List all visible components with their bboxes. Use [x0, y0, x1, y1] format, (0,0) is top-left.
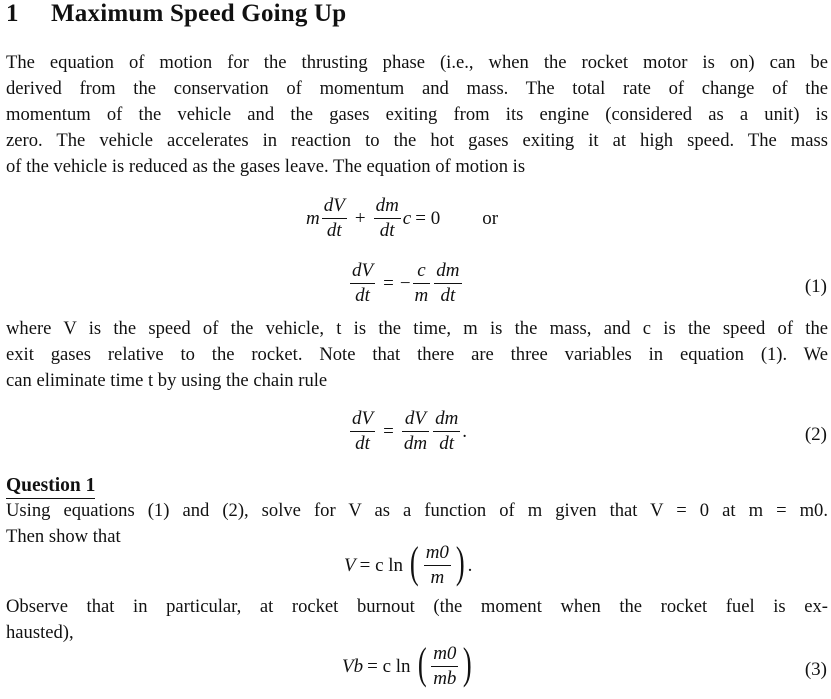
numerator: dV: [352, 260, 374, 281]
equation-velocity: V = c ln ( $\frac{m0}{m}$ ) .: [344, 537, 473, 588]
equation-1: [348, 259, 464, 308]
fraction: [434, 259, 461, 308]
equation-momentum: [306, 194, 498, 243]
fraction: [431, 642, 458, 691]
fraction: [424, 541, 451, 590]
denominator: dt: [439, 433, 455, 454]
equation-number: (1): [804, 276, 827, 297]
paragraph-line: can eliminate time t by using the chain rule: [6, 370, 328, 391]
operator: −: [399, 272, 411, 294]
section-title-text: Maximum Speed Going Up: [51, 0, 347, 27]
fraction: [413, 259, 431, 308]
section-title: [6, 0, 346, 28]
eq-rhs: = c ln: [367, 655, 411, 677]
denominator: dt: [326, 220, 342, 241]
equation-number: (2): [804, 424, 827, 445]
denominator: m: [414, 285, 429, 306]
section-number: 1: [6, 0, 19, 27]
eq-rhs: = c ln: [359, 554, 404, 576]
operator: +: [354, 207, 366, 229]
paragraph-line: hausted),: [6, 622, 74, 643]
numerator: m0: [425, 542, 449, 563]
fraction: [322, 194, 347, 243]
paragraph-line: Observe that in particular, at rocket burnout (the moment when the rocket fuel is ex-: [6, 596, 828, 617]
numerator: dV: [352, 408, 374, 429]
denominator: dt: [355, 285, 370, 306]
paragraph-line: Then show that: [6, 526, 121, 547]
denominator: dt: [355, 433, 370, 454]
numerator: dm: [435, 408, 459, 429]
denominator: mb: [433, 668, 457, 689]
eq-symbol: V: [344, 554, 356, 576]
eq-symbol: m: [306, 207, 320, 229]
fraction: [350, 407, 375, 456]
equation-2: [348, 407, 467, 456]
eq-or: or: [482, 207, 499, 229]
numerator: dm: [375, 195, 399, 216]
eq-symbol: c: [402, 207, 412, 229]
denominator: dt: [379, 220, 395, 241]
paragraph-line: exit gases relative to the rocket. Note that there are three variables in equation (1). We: [6, 344, 828, 365]
fraction: [374, 194, 401, 243]
numerator: m0: [433, 643, 457, 664]
eq-symbol: Vb: [342, 655, 364, 677]
operator: =: [383, 420, 394, 442]
eq-rhs: = 0: [415, 207, 441, 229]
paragraph-line: where V is the speed of the vehicle, t is the time, m is the mass, and c is the speed of the: [6, 318, 828, 339]
eq-period: .: [467, 554, 473, 576]
fraction: [433, 407, 460, 456]
intro-line: The equation of motion for the thrusting phase (i.e., when the rocket motor is on) can be: [6, 52, 828, 73]
numerator: dV: [404, 408, 426, 429]
numerator: dV: [323, 195, 345, 216]
fraction: [402, 407, 429, 456]
denominator: dt: [440, 285, 456, 306]
fraction: [350, 259, 375, 308]
intro-line: momentum of the vehicle and the gases exiting from its engine (considered as a unit) is: [6, 104, 828, 125]
eq-period: .: [462, 420, 468, 442]
explanation-paragraph: [6, 316, 828, 394]
equation-number: (3): [804, 659, 827, 680]
intro-line: of the vehicle is reduced as the gases leave. The equation of motion is: [6, 156, 526, 177]
intro-line: zero. The vehicle accelerates in reaction to the hot gases exiting it at high speed. The mass: [6, 130, 828, 151]
denominator: m: [430, 567, 445, 588]
denominator: dm: [403, 433, 428, 454]
question-heading: Question 1: [6, 473, 95, 499]
numerator: c: [417, 260, 426, 281]
intro-line: derived from the conservation of momentum and mass. The total rate of change of the: [6, 78, 828, 99]
operator: =: [383, 272, 394, 294]
equation-3: Vb = c ln ( $\frac{m0}{mb}$ ): [342, 638, 473, 689]
paragraph-line: Using equations (1) and (2), solve for V as a function of m given that V = 0 at m = m0.: [6, 500, 828, 521]
intro-paragraph: [6, 50, 828, 180]
numerator: dm: [436, 260, 460, 281]
